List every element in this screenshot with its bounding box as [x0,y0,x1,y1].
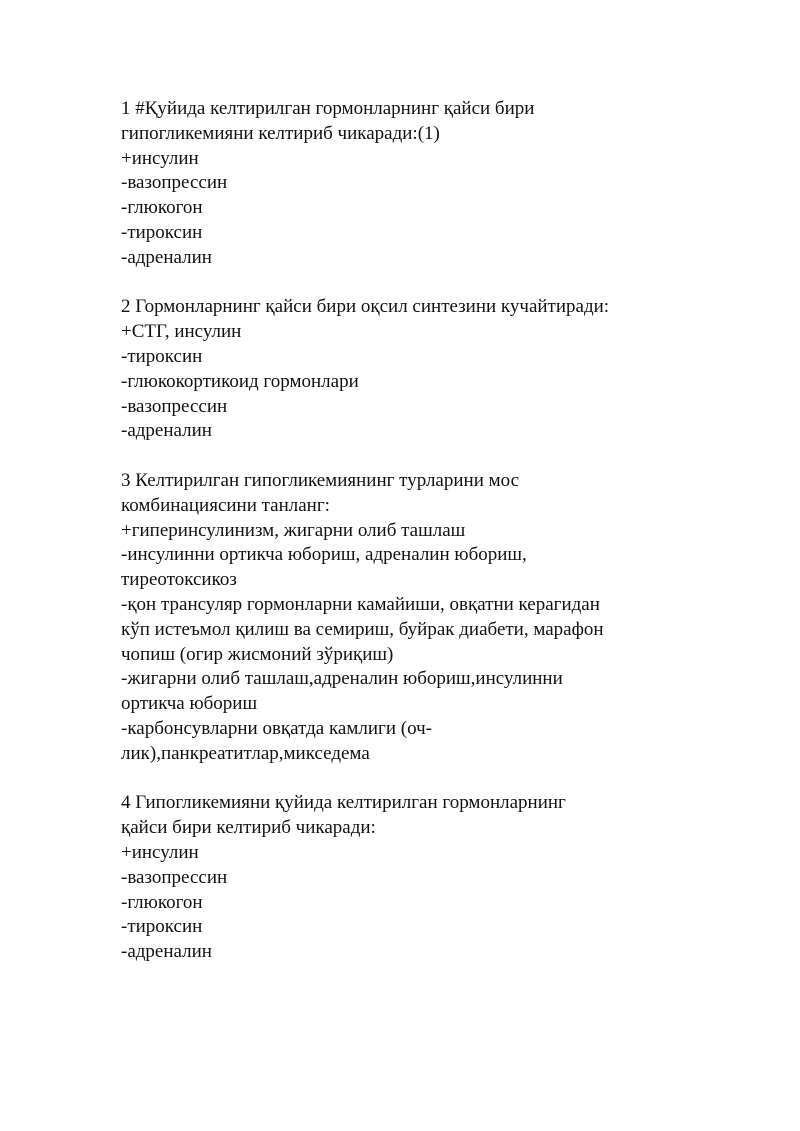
question-1-text-line-1: 1 #Қуйида келтирилган гормонларнинг қайси бири [121,98,535,119]
question-3-answer-4-line-2: ортикча юбориш [121,693,258,715]
question-4-text-line-1: 4 Гипогликемияни қуйида келтирилган гормонларнинг [121,792,566,814]
question-1-answer-4: -тироксин [121,221,203,243]
question-2-answer-4: -вазопрессин [121,395,228,417]
question-3-answer-3-line-3: чопиш (огир жисмоний зўриқиш) [121,643,394,665]
question-3 [121,469,701,767]
question-2-text-line-1: 2 Гормонларнинг қайси бири оқсил синтезини кучайтиради: [121,296,610,318]
document-page [121,97,701,990]
question-2-answer-3: -глюкокортикоид гормонлари [121,370,359,392]
question-2-answer-1: +СТГ, инсулин [121,321,242,343]
question-2 [121,295,701,444]
question-4-answer-4: -тироксин [121,916,203,938]
question-3-text-line-1: 3 Келтирилган гипогликемиянинг турларини мос [121,469,520,491]
question-3-answer-5-line-2: лик),панкреатитлар,микседема [121,742,370,764]
question-4-text-line-2: қайси бири келтириб чикаради: [121,817,376,839]
question-2-answer-2: -тироксин [121,345,203,367]
question-3-answer-1: +гиперинсулинизм, жигарни олиб ташлаш [121,519,466,541]
question-1-answer-2: -вазопрессин [121,172,228,194]
question-3-text-line-2: комбинациясини танланг: [121,494,330,516]
question-2-answer-5: -адреналин [121,420,212,442]
question-1-answer-5: -адреналин [121,246,212,268]
question-1 [121,97,701,271]
question-4-answer-1: +инсулин [121,841,199,863]
question-3-answer-2-line-1: -инсулинни ортикча юбориш, адреналин юбориш, [121,544,527,566]
question-4 [121,791,701,965]
question-1-text-line-2: гипогликемияни келтириб чикаради:(1) [121,122,440,144]
question-1-answer-3: -глюкогон [121,197,203,219]
question-3-answer-4-line-1: -жигарни олиб ташлаш,адреналин юбориш,инсулинни [121,668,563,690]
question-4-answer-2: -вазопрессин [121,866,228,888]
question-3-answer-2-line-2: тиреотоксикоз [121,569,237,591]
question-3-answer-3-line-2: кўп истеъмол қилиш ва семириш, буйрак диабети, марафон [121,618,604,640]
question-1-answer-1: +инсулин [121,147,199,169]
question-3-answer-5-line-1: -карбонсувларни овқатда камлиги (оч- [121,717,432,739]
question-4-answer-3: -глюкогон [121,891,203,913]
question-4-answer-5: -адреналин [121,941,212,963]
question-3-answer-3-line-1: -қон трансуляр гормонларни камайиши, овқатни керагидан [121,593,600,615]
